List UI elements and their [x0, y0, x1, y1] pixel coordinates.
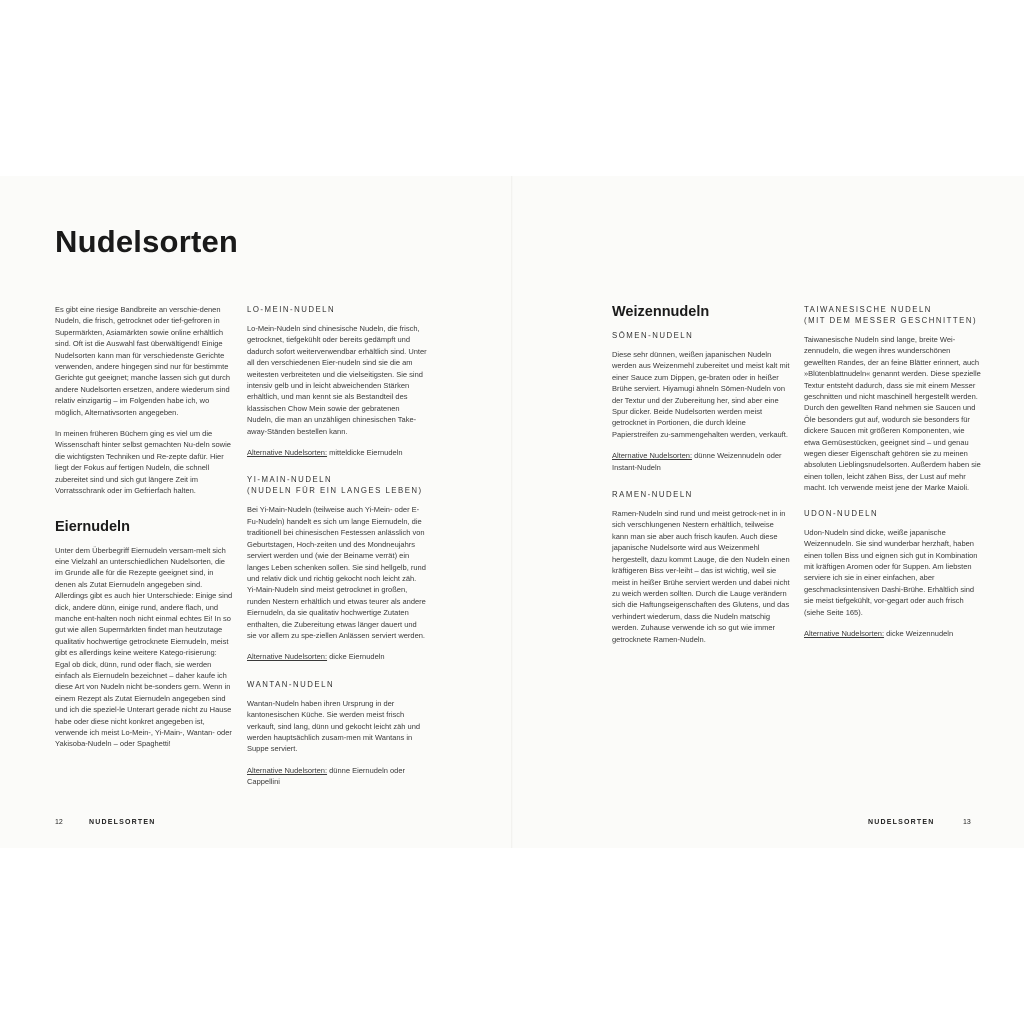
right-page	[512, 176, 1024, 848]
wantan-alternatives	[247, 765, 427, 788]
weizen-column	[612, 304, 790, 655]
page-number-left: 12	[55, 819, 63, 826]
lomein-alternatives	[247, 447, 427, 458]
running-head-right	[868, 819, 934, 826]
book-spread	[0, 176, 1024, 848]
alt-label: Alternative Nudelsorten:	[247, 448, 328, 458]
yimain-alternatives	[247, 651, 427, 662]
alt-value: dünne Weizennudeln oder Instant-Nudeln	[612, 451, 782, 472]
taiwan-column	[804, 304, 982, 655]
alt-label: Alternative Nudelsorten:	[612, 451, 693, 461]
running-head-label: NUDELSORTEN	[89, 819, 156, 826]
somen-text: Diese sehr dünnen, weißen japanischen Nudeln werden aus Weizenmehl zubereitet und meist kalt mit einer Sauce zum Dippen, ge-braten oder in heißer Brühe serviert. Hiyamugi ähneln Sōmen-Nudeln von der Textur und der Zubereitung her, sind aber eine Spur dicker. Beide Nudelsorten werden meist getrocknet in Portionen, die durch kleine Papierstreifen zu-sammengehalten werden, verkauft.	[612, 350, 790, 439]
wantan-text: Wantan-Nudeln haben ihren Ursprung in der kantonesischen Küche. Sie werden meist frisch verkauft, sind lang, dünn und gekocht leicht zäh und werden hauptsächlich zusam-men mit Wantans in Suppe serviert.	[247, 698, 421, 754]
somen-alternatives	[612, 450, 790, 473]
alt-label: Alternative Nudelsorten:	[804, 628, 885, 638]
intro-column	[55, 304, 233, 760]
ramen-heading: RAMEN-NUDELN	[612, 490, 693, 500]
eiernudeln-text: Unter dem Überbegriff Eiernudeln versam-melt sich eine Vielzahl an unterschiedlichen Nudelsorten, die im Grunde alle für die Rezepte geeignet sind, in denen als Zutat Eiernudeln angegeben sind. Allerdings gibt es auch hier Unterschiede: Einige sind dick, andere dünn, einige rund, andere flach, und manche ent-halten noch nicht einmal echtes Ei! In so gut wie allen Supermärkten findet man heutzutage qualitativ hochwertige getrocknete Eiernudeln, meist gibt es allerdings keine weitere Katego-risierung: Egal ob dick, dünn, rund oder flach, sie werden einfach als Eiernudeln bezeichnet – daher kaufe ich diese Art von Nudeln nicht be-sonders gern. Wenn in einem Rezept als Zutat Eiernudeln angegeben sind und ich die speziel-le Unterart gerade nicht zu Hause habe oder diese nicht konkret angegeben ist, verwende ich meist Lo-Mein-, Yi-Main-, Wantan- oder Yakisoba-Nudeln – oder Spaghetti!	[55, 545, 233, 749]
weizennudeln-heading: Weizennudeln	[612, 304, 710, 320]
yimain-heading: YI-MAIN-NUDELN (NUDELN FÜR EIN LANGES LEBEN)	[247, 475, 423, 496]
left-page	[0, 176, 512, 848]
intro-paragraph-2: In meinen früheren Büchern ging es viel um die Wissenschaft hinter selbst gemachten Nu-deln sowie die wichtigsten Techniken und Re-zepte dafür. Hier liegt der Fokus auf fertigen Nudeln, die schnell zubereitet sind und sich gut längere Zeit im Vorratsschrank oder im Gefrierfach halten.	[55, 429, 231, 496]
eiernudeln-heading: Eiernudeln	[55, 518, 130, 535]
alt-label: Alternative Nudelsorten:	[247, 652, 328, 662]
wantan-heading: WANTAN-NUDELN	[247, 679, 335, 689]
alt-value: dicke Weizennudeln	[884, 628, 954, 638]
somen-heading: SŌMEN-NUDELN	[612, 331, 694, 340]
alt-value: dicke Eiernudeln	[327, 652, 385, 662]
taiwan-text: Taiwanesische Nudeln sind lange, breite Wei-zennudeln, die wegen ihres wunderschönen gewellten Randes, der an feine Blätter erinnert, auch »Blütenblattnudeln« genannt werden. Diese spezielle Textur entsteht dadurch, dass sie mit einem Messer geschnitten und nicht maschinell hergestellt werden. Durch den gewellten Rand nehmen sie Saucen und Öle besonders gut auf, wodurch sie besonders für dickere Saucen mit größeren Komponenten, wie etwa Gemüsestücken, geeignet sind – und genau wegen dieser Eigenschaft gehören sie zu meinen absoluten Lieblingsnudelsorten. Außerdem haben sie einen tollen, leicht zähen Biss, der Lust auf mehr macht. Ich verwende meist jene der Marke Maioli.	[804, 335, 981, 493]
lomein-heading: LO-MEIN-NUDELN	[247, 305, 336, 314]
lomein-text: Lo-Mein-Nudeln sind chinesische Nudeln, die frisch, getrocknet, tiefgekühlt oder bereits gedämpft und dadurch sofort weiterverwendbar erhältlich sind. Unter all den verschiedenen Eier-nudeln sind sie die am weitesten verbreiteten und die vielseitigsten. Sie sind intensiv gelb und in leicht abweichenden Stärken erhältlich, und man kennt sie als Bestandteil des klassischen Chow Mein sowie der gebratenen Nudeln, die man an unzähligen chinesischen Take-away-Ständen bestellen kann.	[247, 324, 427, 436]
page-number-right: 13	[963, 819, 971, 826]
udon-alternatives	[804, 628, 982, 639]
running-head-left	[89, 819, 155, 826]
udon-text: Udon-Nudeln sind dicke, weiße japanische Weizennudeln. Sie sind wunderbar herzhaft, haben einen tollen Biss und eignen sich gut in Kombination mit kräftigen Aromen oder für Suppen. Am liebsten serviere ich sie in einer einfachen, aber geschmacksintensiven Dashi-Brühe. Erhältlich sind sie meist tiefgekühlt, vor-gegart oder auch frisch (siehe Seite 165).	[804, 527, 978, 617]
lomein-column	[247, 304, 427, 804]
alt-value: dünne Eiernudeln oder Cappellini	[247, 765, 406, 787]
taiwan-heading: TAIWANESISCHE NUDELN (MIT DEM MESSER GESCHNITTEN)	[804, 305, 978, 325]
intro-paragraph-1: Es gibt eine riesige Bandbreite an verschie-denen Nudeln, die frisch, getrocknet oder tief-gefroren in Supermärkten, Asiamärkten sowie online erhältlich sind. Oft ist die Auswahl fast überwältigend! Einige Nudelsorten kann man für verschiedenste Gerichte verwenden, andere hingegen sind nur für bestimmte Gerichte gut geeignet; manche lassen sich gut durch andere Nudelsorten ersetzen, andere wiederum sind relativ einzigartig – im Folgenden habe ich, wo möglich, Alternativsorten angegeben.	[55, 305, 231, 417]
running-head-label: NUDELSORTEN	[868, 819, 935, 826]
alt-value: mitteldicke Eiernudeln	[327, 448, 403, 458]
page-title: Nudelsorten	[55, 224, 239, 259]
udon-heading: UDON-NUDELN	[804, 508, 879, 518]
ramen-text: Ramen-Nudeln sind rund und meist getrock-net in in sich verschlungenen Nestern erhältlich, teilweise kann man sie aber auch frisch kaufen. Auch diese japanische Nudelsorte wird aus Weizenmehl hergestellt, dazu kommt Lauge, die den Nudeln einen kräftigeren Biss ver-leiht – das ist wichtig, weil sie meist in heißer Brühe serviert werden und dabei nicht zu weich werden sollten. Durch die Lauge verändern sich die Haftungseigenschaften des Glutens, und das verhindert wiederum, dass die Nudeln matschig werden. Zuhause verwende ich so gut wie immer getrocknete Ramen-Nudeln.	[612, 509, 790, 644]
yimain-text: Bei Yi-Main-Nudeln (teilweise auch Yi-Mein- oder E-Fu-Nudeln) handelt es sich um lange Eiernudeln, die traditionell bei chinesischen Festessen anlässlich von Geburtstagen, Hoch-zeiten und des Mondneujahrs serviert werden und (wie der Beiname verrät) ein langes Leben schenken sollen. Sie sind hellgelb, rund und relativ dick und richtig gekocht noch leicht zäh. Yi-Main-Nudeln sind meist getrocknet in großen, runden Nestern erhältlich und etwas teurer als andere Eiernudeln, da sie qualitativ hochwertige Zutaten enthalten, die Zubereitung etwas länger dauert und sie vor allem zu spe-ziellen Anlässen serviert werden.	[247, 505, 426, 640]
alt-label: Alternative Nudelsorten:	[247, 765, 328, 775]
